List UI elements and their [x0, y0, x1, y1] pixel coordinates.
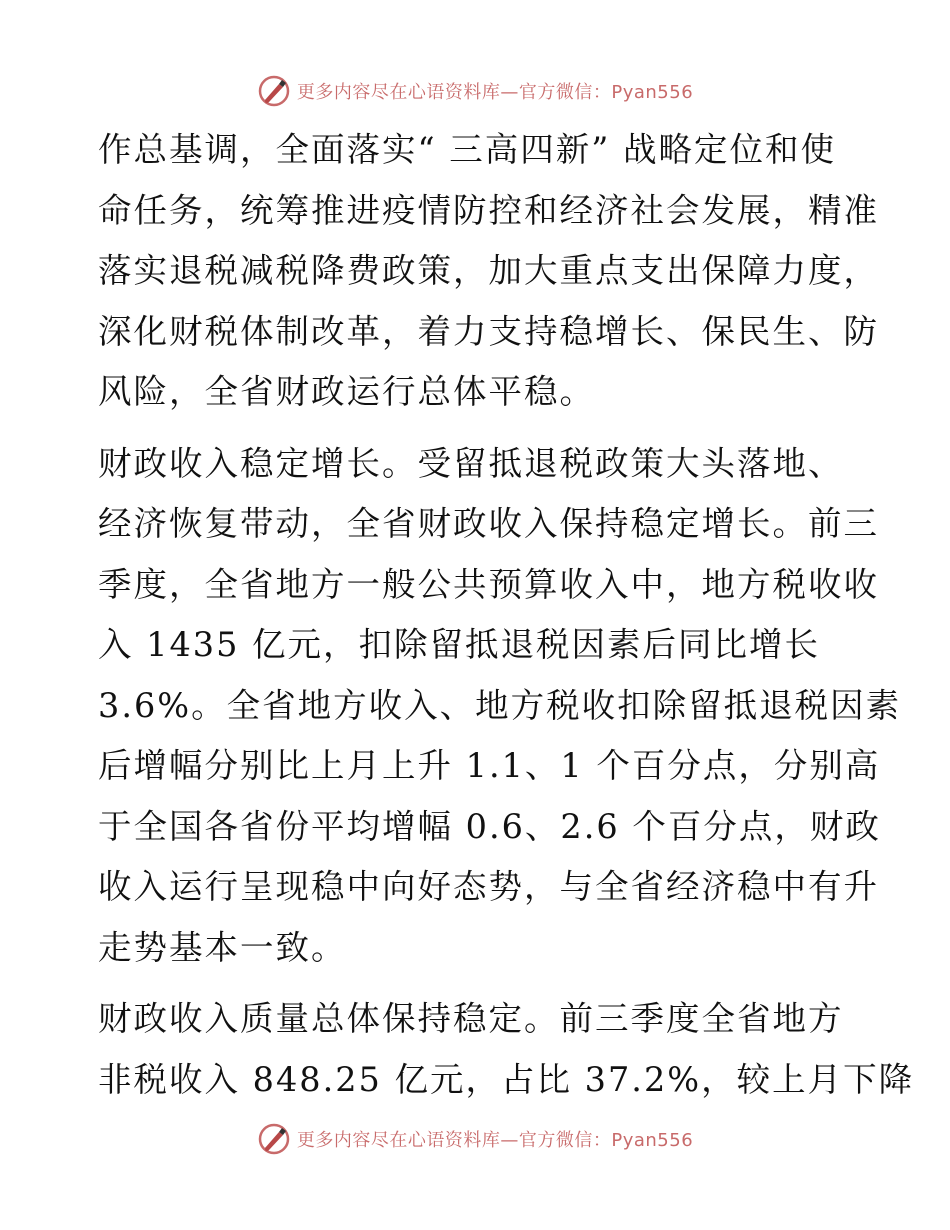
paragraph-3 [98, 989, 915, 1110]
text-line: 后增幅分别比上月上升 1.1、1 个百分点，分别高 [98, 746, 881, 785]
text-line: 3.6%。全省地方收入、地方税收扣除留抵退税因素 [98, 685, 902, 725]
text-line: 入 1435 亿元，扣除留抵退税因素后同比增长 [98, 625, 821, 664]
footer-banner-text: 更多内容尽在心语资料库—官方微信：Pyan556 [296, 1130, 694, 1151]
pen-logo-icon [257, 74, 291, 108]
text-line: 收入运行呈现稳中向好态势，与全省经济稳中有升 [98, 867, 879, 906]
pen-logo-icon [257, 1122, 291, 1156]
text-line: 于全国各省份平均增幅 0.6、2.6 个百分点，财政 [98, 806, 881, 846]
text-line: 风险，全省财政运行总体平稳。 [98, 372, 595, 411]
text-line: 非税收入 848.25 亿元，占比 37.2%，较上月下降 [98, 1059, 915, 1099]
text-line: 季度，全省地方一般公共预算收入中，地方税收收 [98, 564, 879, 604]
text-line: 财政收入质量总体保持稳定。前三季度全省地方 [98, 999, 844, 1038]
text-line: 经济恢复带动，全省财政收入保持稳定增长。前三 [98, 504, 879, 543]
document-body [98, 120, 915, 1110]
footer-watermark-banner [0, 1122, 950, 1156]
header-watermark-banner [0, 74, 950, 108]
paragraph-2 [98, 434, 902, 979]
text-line: 作总基调，全面落实“ 三高四新” 战略定位和使 [98, 130, 837, 169]
text-line: 深化财税体制改革，着力支持稳增长、保民生、防 [98, 311, 879, 351]
header-banner-text: 更多内容尽在心语资料库—官方微信：Pyan556 [296, 82, 694, 103]
text-line: 命任务，统筹推进疫情防控和经济社会发展，精准 [98, 190, 879, 230]
text-line: 财政收入稳定增长。受留抵退税政策大头落地、 [98, 443, 844, 483]
text-line: 落实退税减税降费政策，加大重点支出保障力度， [98, 251, 879, 290]
text-line: 走势基本一致。 [98, 927, 347, 967]
paragraph-1 [98, 120, 879, 423]
